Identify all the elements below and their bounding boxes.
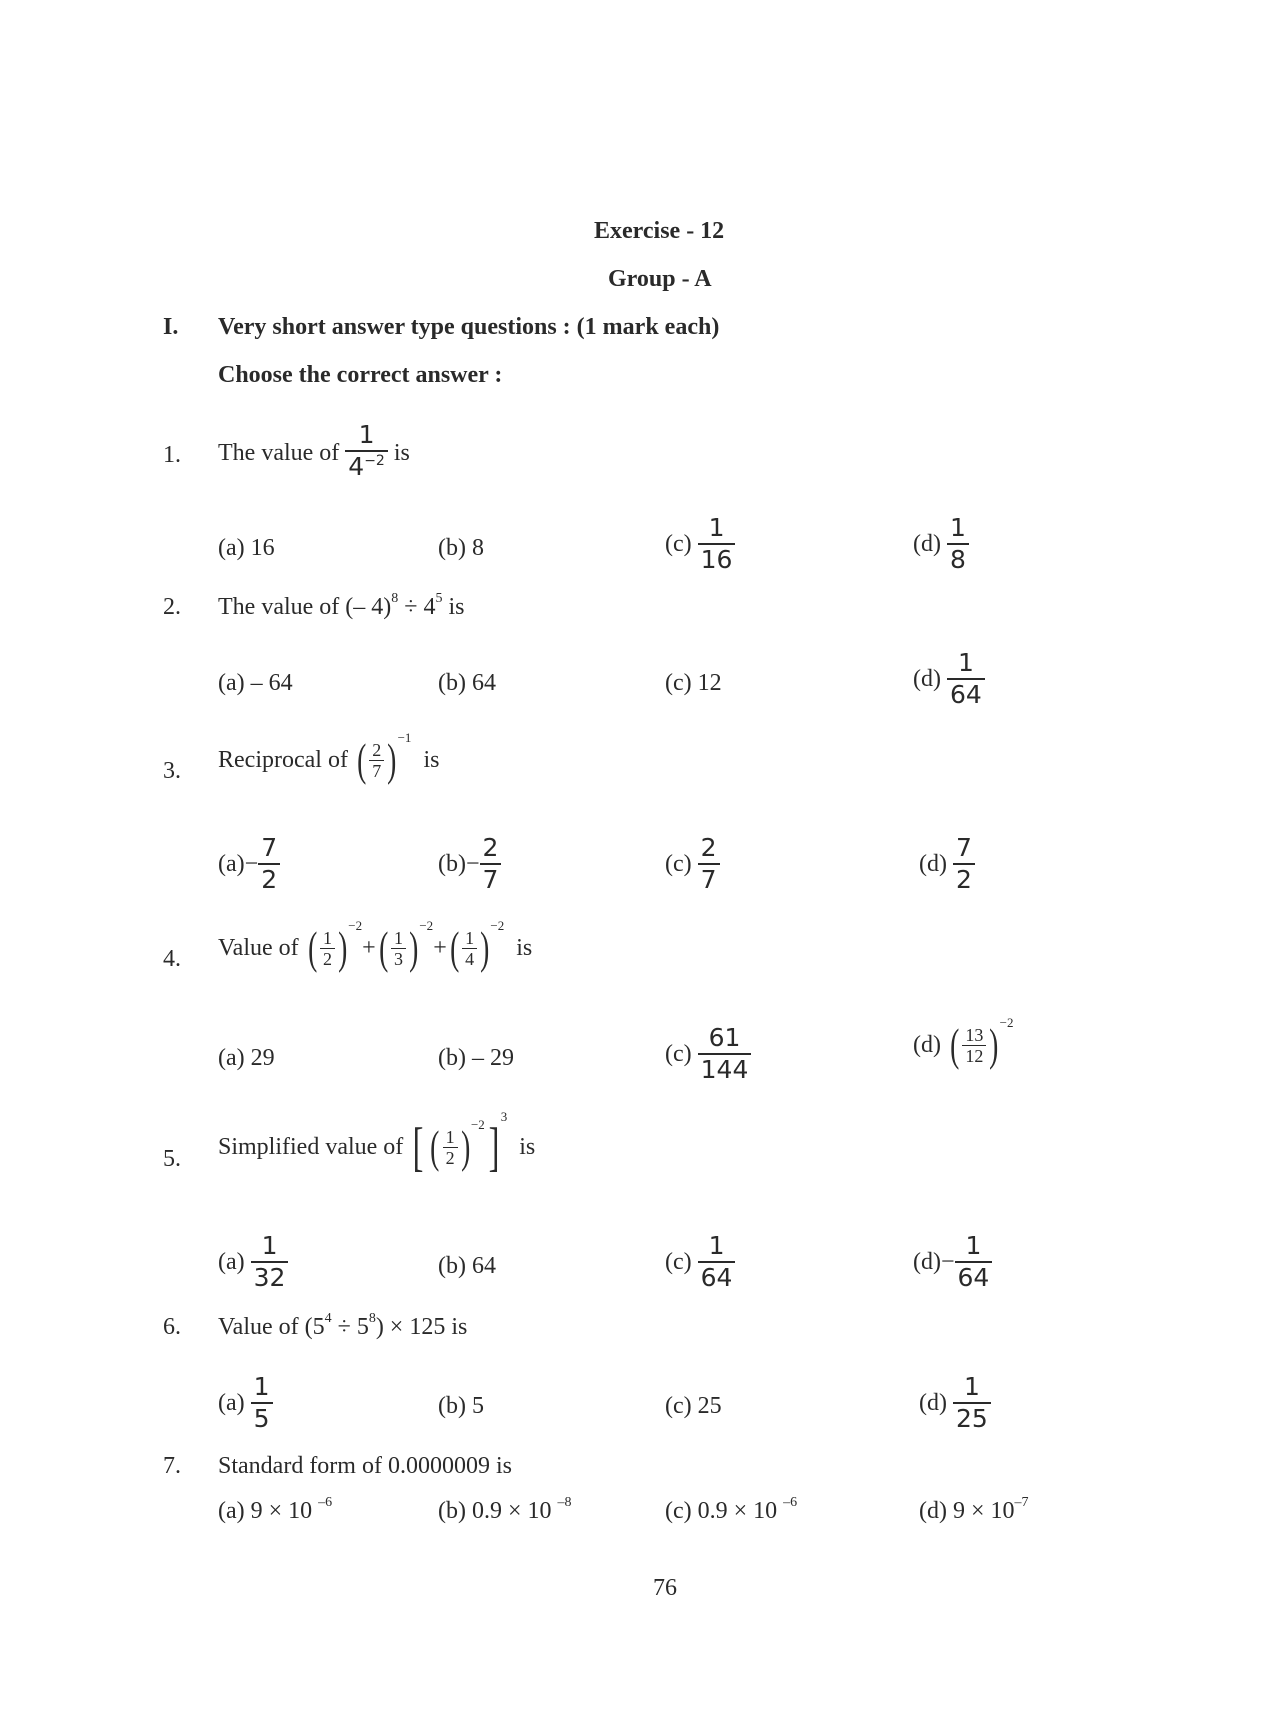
fraction [345, 420, 388, 486]
exponent: 8 [391, 591, 399, 606]
question-text: The value of (– 4) [218, 594, 392, 620]
denominator: 144 [698, 1053, 752, 1085]
question-text-end: ) × 125 is [375, 1314, 468, 1340]
question-number: 3. [163, 758, 181, 784]
option-d[interactable] [913, 513, 969, 575]
question-2-text [218, 591, 465, 621]
option-label: (b) [438, 850, 466, 877]
denominator: 4 [462, 948, 477, 969]
base: 4 [348, 452, 365, 481]
numerator: 7 [955, 833, 972, 862]
question-text: Reciprocal of [218, 746, 348, 773]
option-b[interactable]: (b) 8 [438, 535, 484, 561]
option-a[interactable]: (a) – 64 [218, 670, 293, 696]
denominator: 64 [698, 1261, 736, 1293]
option-label: (d) [913, 530, 941, 557]
option-label: (d) [919, 850, 947, 877]
option-label: (a) [218, 1389, 245, 1416]
fraction [947, 648, 985, 710]
option-b[interactable]: (b) 64 [438, 670, 496, 696]
exponent: −2 [999, 1015, 1014, 1030]
option-label: (d) [913, 1031, 941, 1058]
denominator: 32 [251, 1261, 289, 1293]
denominator: 8 [947, 543, 969, 575]
denominator: 2 [258, 863, 280, 895]
numerator: 1 [394, 927, 404, 948]
right-paren: ) [460, 1121, 470, 1172]
right-bracket: ] [488, 1117, 500, 1177]
option-c[interactable]: (c) 25 [665, 1393, 722, 1419]
exercise-title: Exercise - 12 [594, 218, 725, 244]
fraction [698, 833, 720, 895]
numerator: 61 [708, 1023, 741, 1052]
minus-sign: − [940, 1248, 955, 1275]
right-paren: ) [409, 922, 419, 973]
exponent: −2 [490, 918, 505, 933]
numerator: 2 [700, 833, 717, 862]
question-number: 6. [163, 1314, 181, 1340]
option-d[interactable] [913, 648, 985, 710]
numerator: 1 [965, 1231, 982, 1260]
question-text: Simplified value of [218, 1133, 404, 1160]
option-b[interactable]: (b) 5 [438, 1393, 484, 1419]
exponent: 4 [324, 1311, 332, 1326]
exponent: –8 [557, 1495, 572, 1510]
denominator: 7 [369, 760, 384, 781]
option-label: (a) [218, 1248, 245, 1275]
question-text: The value of [218, 439, 340, 466]
numerator: 1 [358, 420, 375, 449]
numerator: 1 [465, 927, 475, 948]
question-number: 1. [163, 442, 181, 468]
numerator: 1 [963, 1372, 980, 1401]
option-c[interactable] [665, 1023, 751, 1085]
option-label: (d) [913, 1248, 941, 1275]
left-paren: ( [378, 922, 388, 973]
numerator: 1 [261, 1231, 278, 1260]
numerator: 1 [708, 1231, 725, 1260]
option-label: (c) 0.9 × 10 [665, 1498, 784, 1524]
fraction [391, 928, 406, 969]
fraction [955, 1231, 993, 1293]
right-paren: ) [480, 922, 490, 973]
numerator: 1 [949, 513, 966, 542]
option-b[interactable] [438, 833, 501, 895]
question-text: ÷ 4 [398, 594, 436, 620]
question-6-text [218, 1311, 468, 1341]
section-instruction: Choose the correct answer : [218, 362, 503, 388]
exponent: −2 [419, 918, 434, 933]
denominator: 5 [251, 1402, 273, 1434]
section-numeral: I. [163, 314, 179, 340]
option-d[interactable] [919, 1495, 1029, 1525]
option-a[interactable]: (a) 16 [218, 535, 275, 561]
question-3-text [218, 730, 440, 785]
option-label: (d) 9 × 10 [919, 1498, 1015, 1524]
right-paren: ) [387, 734, 397, 785]
option-a[interactable] [218, 833, 280, 895]
right-paren: ) [338, 922, 348, 973]
fraction [947, 513, 969, 575]
left-paren: ( [950, 1019, 960, 1070]
plus-sign: + [362, 934, 376, 961]
denominator: 7 [480, 863, 502, 895]
denominator [345, 450, 388, 486]
numerator: 1 [322, 927, 332, 948]
fraction [698, 1023, 752, 1085]
exponent: −1 [397, 730, 412, 745]
exponent: –7 [1014, 1495, 1029, 1510]
fraction [251, 1372, 273, 1434]
question-number: 4. [163, 946, 181, 972]
option-c[interactable] [665, 513, 735, 575]
left-bracket: [ [412, 1117, 424, 1177]
left-paren: ( [430, 1121, 440, 1172]
denominator: 12 [962, 1045, 986, 1066]
denominator: 3 [391, 948, 406, 969]
option-a[interactable] [218, 1372, 273, 1434]
exponent: 8 [368, 1311, 376, 1326]
exponent: –6 [318, 1495, 333, 1510]
fraction [443, 1127, 458, 1168]
numerator: 1 [708, 513, 725, 542]
question-text-end: is [423, 746, 440, 773]
denominator: 16 [698, 543, 736, 575]
exponent: 3 [500, 1109, 508, 1124]
left-paren: ( [307, 922, 317, 973]
fraction [369, 740, 384, 781]
minus-sign: − [465, 850, 480, 877]
exponent: −2 [364, 453, 385, 469]
fraction [698, 513, 736, 575]
section-title: Very short answer type questions : (1 mark each) [218, 314, 720, 340]
question-text: Value of [218, 934, 299, 961]
question-text: Value of (5 [218, 1314, 325, 1340]
question-text-end: is [393, 439, 410, 466]
numerator: 13 [965, 1024, 984, 1045]
option-a[interactable]: (a) 29 [218, 1045, 275, 1071]
option-c[interactable] [665, 1495, 798, 1525]
question-text: ÷ 5 [331, 1314, 369, 1340]
question-text-end: is [442, 594, 465, 620]
fraction [258, 833, 280, 895]
left-paren: ( [449, 922, 459, 973]
option-label: (c) [665, 530, 692, 557]
fraction [698, 1231, 736, 1293]
exponent: −2 [470, 1117, 485, 1132]
numerator: 1 [957, 648, 974, 677]
denominator: 7 [698, 863, 720, 895]
option-c[interactable] [665, 1231, 735, 1293]
denominator: 64 [947, 678, 985, 710]
option-label: (c) [665, 1040, 692, 1067]
denominator: 25 [953, 1402, 991, 1434]
option-label: (c) [665, 1248, 692, 1275]
option-label: (c) [665, 850, 692, 877]
option-d[interactable] [919, 833, 975, 895]
option-label: (b) 0.9 × 10 [438, 1498, 558, 1524]
group-title: Group - A [608, 266, 712, 292]
option-b[interactable]: (b) 64 [438, 1253, 496, 1279]
left-paren: ( [357, 734, 367, 785]
fraction [462, 928, 477, 969]
question-number: 5. [163, 1146, 181, 1172]
fraction [962, 1025, 986, 1066]
denominator: 2 [953, 863, 975, 895]
option-b[interactable]: (b) – 29 [438, 1045, 514, 1071]
option-c[interactable] [665, 833, 720, 895]
fraction [320, 928, 335, 969]
numerator: 2 [372, 739, 382, 760]
option-label: (d) [919, 1389, 947, 1416]
question-text-end: is [516, 934, 533, 961]
question-4-text [218, 918, 533, 973]
fraction [953, 1372, 991, 1434]
fraction [480, 833, 502, 895]
fraction [953, 833, 975, 895]
numerator: 7 [261, 833, 278, 862]
minus-sign: − [244, 850, 259, 877]
exponent: 5 [435, 591, 443, 606]
exponent: –6 [783, 1495, 798, 1510]
option-label: (a) [218, 850, 245, 877]
exponent: −2 [348, 918, 363, 933]
question-number: 2. [163, 594, 181, 620]
denominator: 2 [320, 948, 335, 969]
numerator: 1 [445, 1126, 455, 1147]
option-b[interactable] [438, 1495, 572, 1525]
option-a[interactable] [218, 1495, 333, 1525]
option-d[interactable] [919, 1372, 991, 1434]
question-text-end: is [519, 1133, 536, 1160]
fraction [251, 1231, 289, 1293]
page-number: 76 [653, 1575, 677, 1601]
option-a[interactable] [218, 1231, 288, 1293]
question-5-text [218, 1109, 536, 1177]
question-1-text [218, 420, 410, 486]
numerator: 1 [253, 1372, 270, 1401]
question-7-text: Standard form of 0.0000009 is [218, 1453, 512, 1479]
option-label: (a) 9 × 10 [218, 1498, 319, 1524]
plus-sign: + [433, 934, 447, 961]
option-d[interactable] [913, 1015, 1014, 1070]
option-c[interactable]: (c) 12 [665, 670, 722, 696]
question-number: 7. [163, 1453, 181, 1479]
option-d[interactable] [913, 1231, 992, 1293]
numerator: 2 [482, 833, 499, 862]
denominator: 64 [955, 1261, 993, 1293]
option-label: (d) [913, 665, 941, 692]
right-paren: ) [989, 1019, 999, 1070]
denominator: 2 [443, 1147, 458, 1168]
